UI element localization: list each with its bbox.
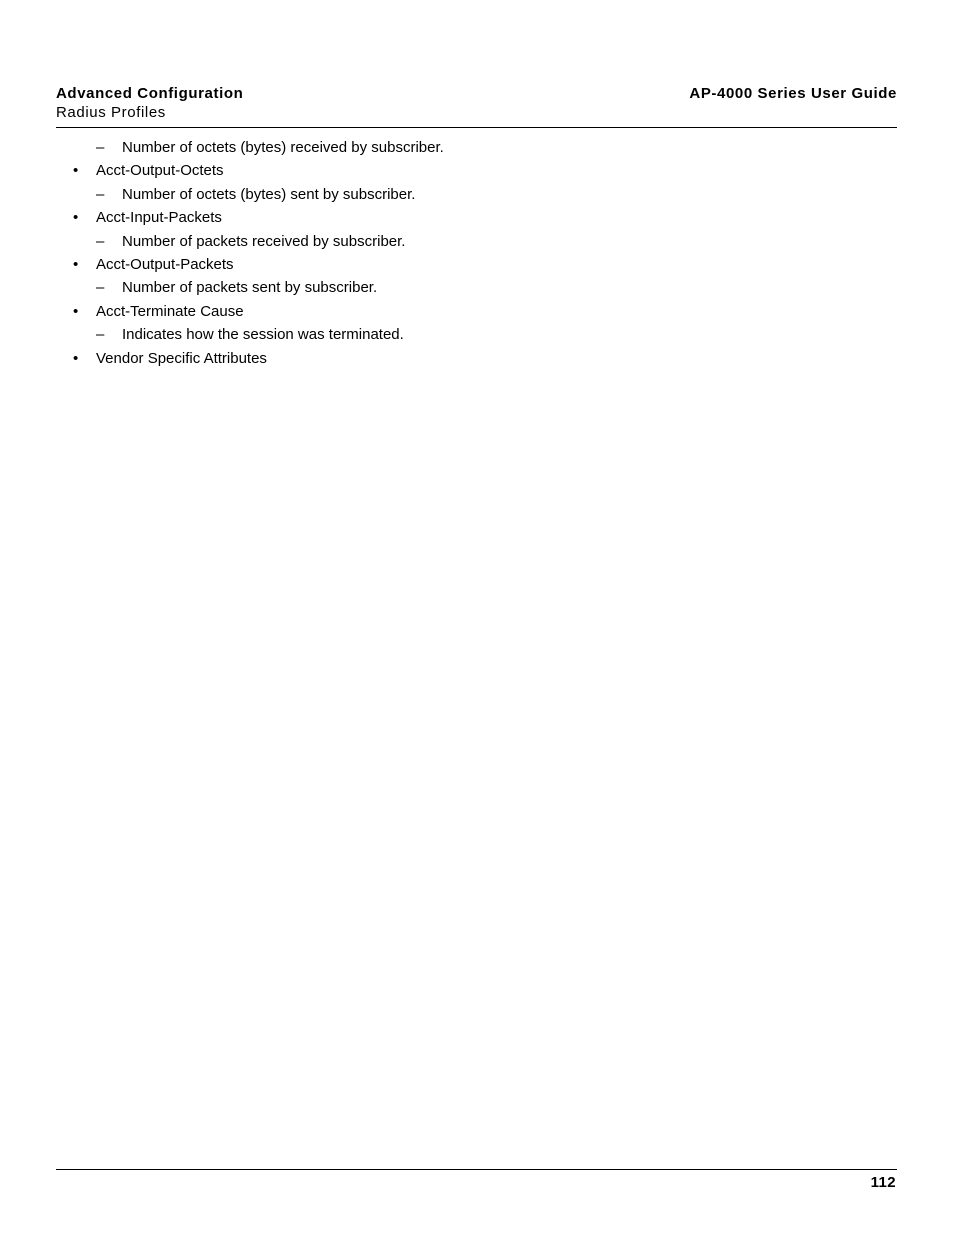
list-item-text: Number of packets sent by subscriber. — [122, 279, 378, 297]
subsection-title: Radius Profiles — [56, 104, 166, 121]
list-item — [56, 231, 896, 254]
bullet-marker: • — [73, 209, 79, 227]
guide-title: AP-4000 Series User Guide — [689, 85, 897, 102]
list-item — [56, 277, 896, 300]
dash-marker: – — [96, 139, 105, 156]
header-right — [689, 84, 897, 103]
list-item-text: Acct-Input-Packets — [96, 209, 222, 227]
dash-marker: – — [96, 326, 105, 344]
page-header — [56, 84, 897, 128]
list-item-text: Acct-Output-Packets — [96, 255, 234, 273]
page-footer — [56, 1169, 897, 1191]
list-item-text: Indicates how the session was terminated. — [122, 326, 404, 344]
attribute-list — [56, 137, 896, 371]
dash-marker: – — [96, 232, 105, 250]
list-item — [56, 207, 896, 230]
list-item — [56, 184, 896, 207]
bullet-marker: • — [73, 302, 79, 320]
list-item — [56, 324, 896, 347]
bullet-marker: • — [73, 162, 79, 180]
list-item-text: Number of octets (bytes) sent by subscriber. — [122, 185, 416, 203]
list-item — [56, 254, 896, 277]
list-item-text: Number of packets received by subscriber. — [122, 232, 406, 250]
list-item — [56, 160, 896, 183]
list-item-text: Acct-Output-Octets — [96, 162, 224, 180]
list-item-text: Number of octets (bytes) received by subscriber. — [122, 139, 444, 156]
page-number: 112 — [870, 1174, 896, 1191]
section-title: Advanced Configuration — [56, 85, 244, 102]
list-item — [56, 348, 896, 371]
dash-marker: – — [96, 279, 105, 297]
list-item-text: Acct-Terminate Cause — [96, 302, 244, 320]
header-left — [56, 84, 243, 122]
bullet-marker: • — [73, 255, 79, 273]
bullet-marker: • — [73, 349, 79, 367]
list-item — [56, 137, 896, 160]
list-item-text: Vendor Specific Attributes — [96, 349, 267, 367]
list-item — [56, 301, 896, 324]
dash-marker: – — [96, 185, 105, 203]
